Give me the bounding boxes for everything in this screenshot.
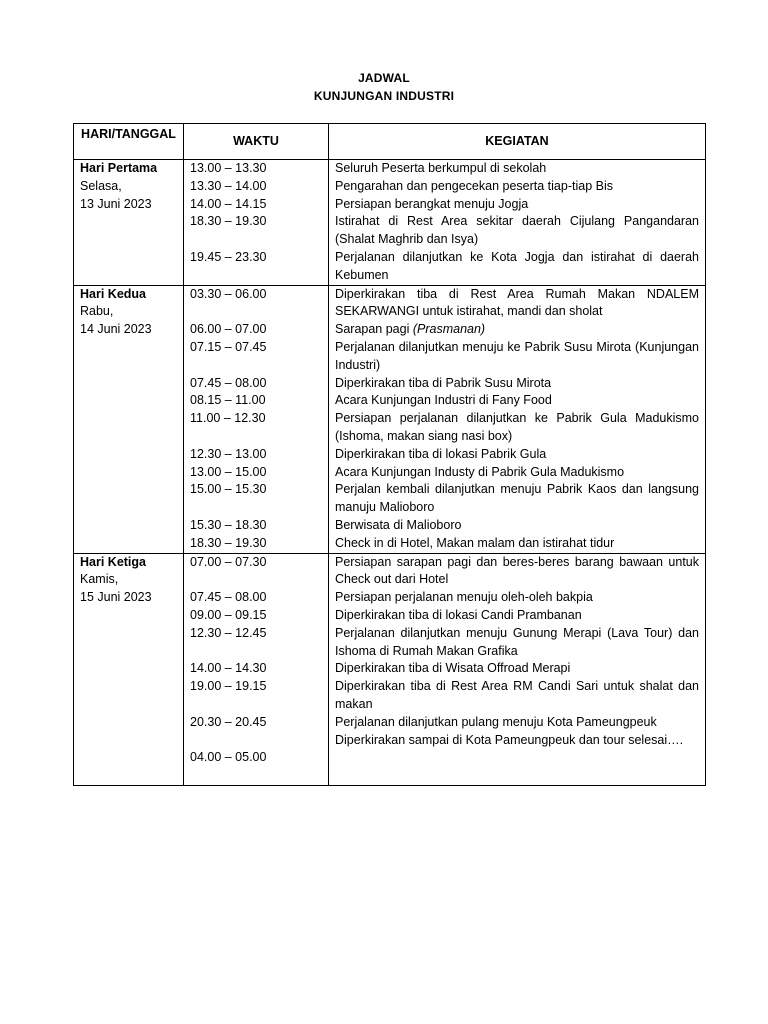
activity-text: Perjalanan dilanjutkan menuju Gunung Merapi (Lava Tour) dan Ishoma di Rumah Makan Grafika — [335, 625, 699, 658]
day-weekday: Rabu, — [80, 304, 114, 319]
time-slot: 12.30 – 13.00 — [190, 446, 267, 461]
header-row — [74, 124, 706, 160]
activity-item — [335, 392, 699, 410]
header-activity: KEGIATAN — [329, 124, 706, 160]
activity-text: Perjalan kembali dilanjutkan menuju Pabrik Kaos dan langsung manuju Malioboro — [335, 482, 699, 515]
time-slot: 13.30 – 14.00 — [190, 178, 267, 193]
activity-item — [335, 446, 699, 464]
day-row — [74, 553, 706, 785]
activity-text: Perjalanan dilanjutkan menuju ke Pabrik Susu Mirota (Kunjungan Industri) — [335, 339, 699, 372]
activity-item — [335, 732, 699, 750]
activity-item — [335, 678, 699, 714]
activity-item — [335, 464, 699, 482]
activity-text: Diperkirakan tiba di Pabrik Susu Mirota — [335, 375, 552, 390]
time-slot: 12.30 – 12.45 — [190, 625, 267, 640]
day-row — [74, 160, 706, 286]
day-date: 14 Juni 2023 — [80, 322, 152, 337]
time-slot: 14.00 – 14.30 — [190, 661, 267, 676]
activity-cell — [329, 553, 706, 785]
activity-item — [335, 714, 699, 732]
time-slot: 13.00 – 13.30 — [190, 161, 267, 175]
activity-text: Diperkirakan tiba di Rest Area Rumah Makan NDALEM SEKARWANGI untuk istirahat, mandi dan sholat — [335, 286, 699, 319]
time-slot: 04.00 – 05.00 — [190, 750, 267, 765]
activity-item — [335, 607, 699, 625]
activity-item — [335, 589, 699, 607]
activity-text: Acara Kunjungan Industy di Pabrik Gula Madukismo — [335, 464, 625, 479]
time-cell — [184, 285, 329, 553]
day-name: Hari Kedua — [80, 286, 146, 301]
schedule-table — [73, 123, 706, 786]
activity-item — [335, 249, 699, 285]
document-title: JADWAL — [358, 71, 410, 85]
activity-text: Persiapan berangkat menuju Jogja — [335, 196, 529, 211]
time-slot: 09.00 – 09.15 — [190, 607, 267, 622]
time-slot: 14.00 – 14.15 — [190, 196, 267, 211]
header-time: WAKTU — [184, 124, 329, 160]
time-slot: 07.45 – 08.00 — [190, 590, 267, 605]
activity-item — [335, 213, 699, 249]
time-cell — [184, 160, 329, 286]
activity-cell — [329, 160, 706, 286]
activity-item — [335, 554, 699, 590]
activity-text: Persiapan perjalanan menuju oleh-oleh bakpia — [335, 590, 593, 605]
activity-text: Seluruh Peserta berkumpul di sekolah — [335, 161, 547, 175]
activity-text: Diperkirakan tiba di Rest Area RM Candi Sari untuk shalat dan makan — [335, 679, 699, 711]
activity-item — [335, 196, 699, 214]
time-slot: 19.00 – 19.15 — [190, 679, 267, 694]
time-slot: 03.30 – 06.00 — [190, 286, 267, 301]
activity-note: (Prasmanan) — [412, 322, 486, 337]
day-cell — [74, 553, 184, 785]
day-row — [74, 285, 706, 553]
day-cell — [74, 285, 184, 553]
activity-item — [335, 625, 699, 661]
activity-text: Diperkirakan tiba di Wisata Offroad Merapi — [335, 661, 571, 676]
day-weekday: Selasa, — [80, 178, 122, 193]
day-name: Hari Ketiga — [80, 554, 146, 569]
activity-item — [335, 178, 699, 196]
time-slot: 18.30 – 19.30 — [190, 535, 267, 550]
activity-text: Diperkirakan sampai di Kota Pameungpeuk dan tour selesai…. — [335, 732, 684, 747]
activity-text: Perjalanan dilanjutkan pulang menuju Kota Pameungpeuk — [335, 714, 657, 729]
activity-text: Perjalanan dilanjutkan ke Kota Jogja dan istirahat di daerah Kebumen — [335, 249, 699, 282]
time-slot: 11.00 – 12.30 — [190, 411, 266, 426]
activity-text: Persiapan sarapan pagi dan beres-beres barang bawaan untuk Check out dari Hotel — [335, 554, 699, 587]
time-cell — [184, 553, 329, 785]
activity-text: Persiapan perjalanan dilanjutkan ke Pabrik Gula Madukismo (Ishoma, makan siang nasi box) — [335, 411, 699, 443]
activity-item — [335, 481, 699, 517]
activity-text: Diperkirakan tiba di lokasi Candi Prambanan — [335, 607, 582, 622]
activity-item — [335, 410, 699, 446]
activity-text: Berwisata di Malioboro — [335, 517, 462, 532]
activity-item — [335, 375, 699, 393]
time-slot: 08.15 – 11.00 — [190, 393, 266, 408]
header-day: HARI/TANGGAL — [74, 124, 184, 160]
time-slot: 07.15 – 07.45 — [190, 339, 267, 354]
activity-text: Sarapan pagi — [335, 322, 413, 337]
time-slot: 06.00 – 07.00 — [190, 322, 267, 337]
activity-item — [335, 535, 699, 553]
activity-text: Acara Kunjungan Industri di Fany Food — [335, 393, 552, 408]
time-slot: 15.30 – 18.30 — [190, 517, 267, 532]
activity-item — [335, 660, 699, 678]
time-slot: 15.00 – 15.30 — [190, 482, 267, 497]
activity-text: Istirahat di Rest Area sekitar daerah Cijulang Pangandaran (Shalat Maghrib dan Isya) — [335, 214, 699, 247]
activity-text: Diperkirakan tiba di lokasi Pabrik Gula — [335, 446, 547, 461]
day-weekday: Kamis, — [80, 572, 119, 587]
time-slot: 18.30 – 19.30 — [190, 214, 267, 229]
time-slot: 13.00 – 15.00 — [190, 464, 267, 479]
activity-item — [335, 339, 699, 375]
time-slot: 20.30 – 20.45 — [190, 714, 267, 729]
time-slot: 19.45 – 23.30 — [190, 249, 267, 264]
document-subtitle: KUNJUNGAN INDUSTRI — [313, 89, 455, 103]
time-slot: 07.00 – 07.30 — [190, 554, 267, 569]
activity-cell — [329, 285, 706, 553]
day-date: 15 Juni 2023 — [80, 590, 152, 605]
activity-item — [335, 160, 699, 178]
time-slot: 07.45 – 08.00 — [190, 375, 267, 390]
day-cell — [74, 160, 184, 286]
activity-text: Pengarahan dan pengecekan peserta tiap-tiap Bis — [335, 178, 613, 193]
activity-item — [335, 517, 699, 535]
day-name: Hari Pertama — [80, 161, 158, 175]
activity-item — [335, 286, 699, 322]
activity-text: Check in di Hotel, Makan malam dan istirahat tidur — [335, 535, 615, 550]
day-date: 13 Juni 2023 — [80, 196, 152, 211]
activity-item — [335, 321, 699, 339]
